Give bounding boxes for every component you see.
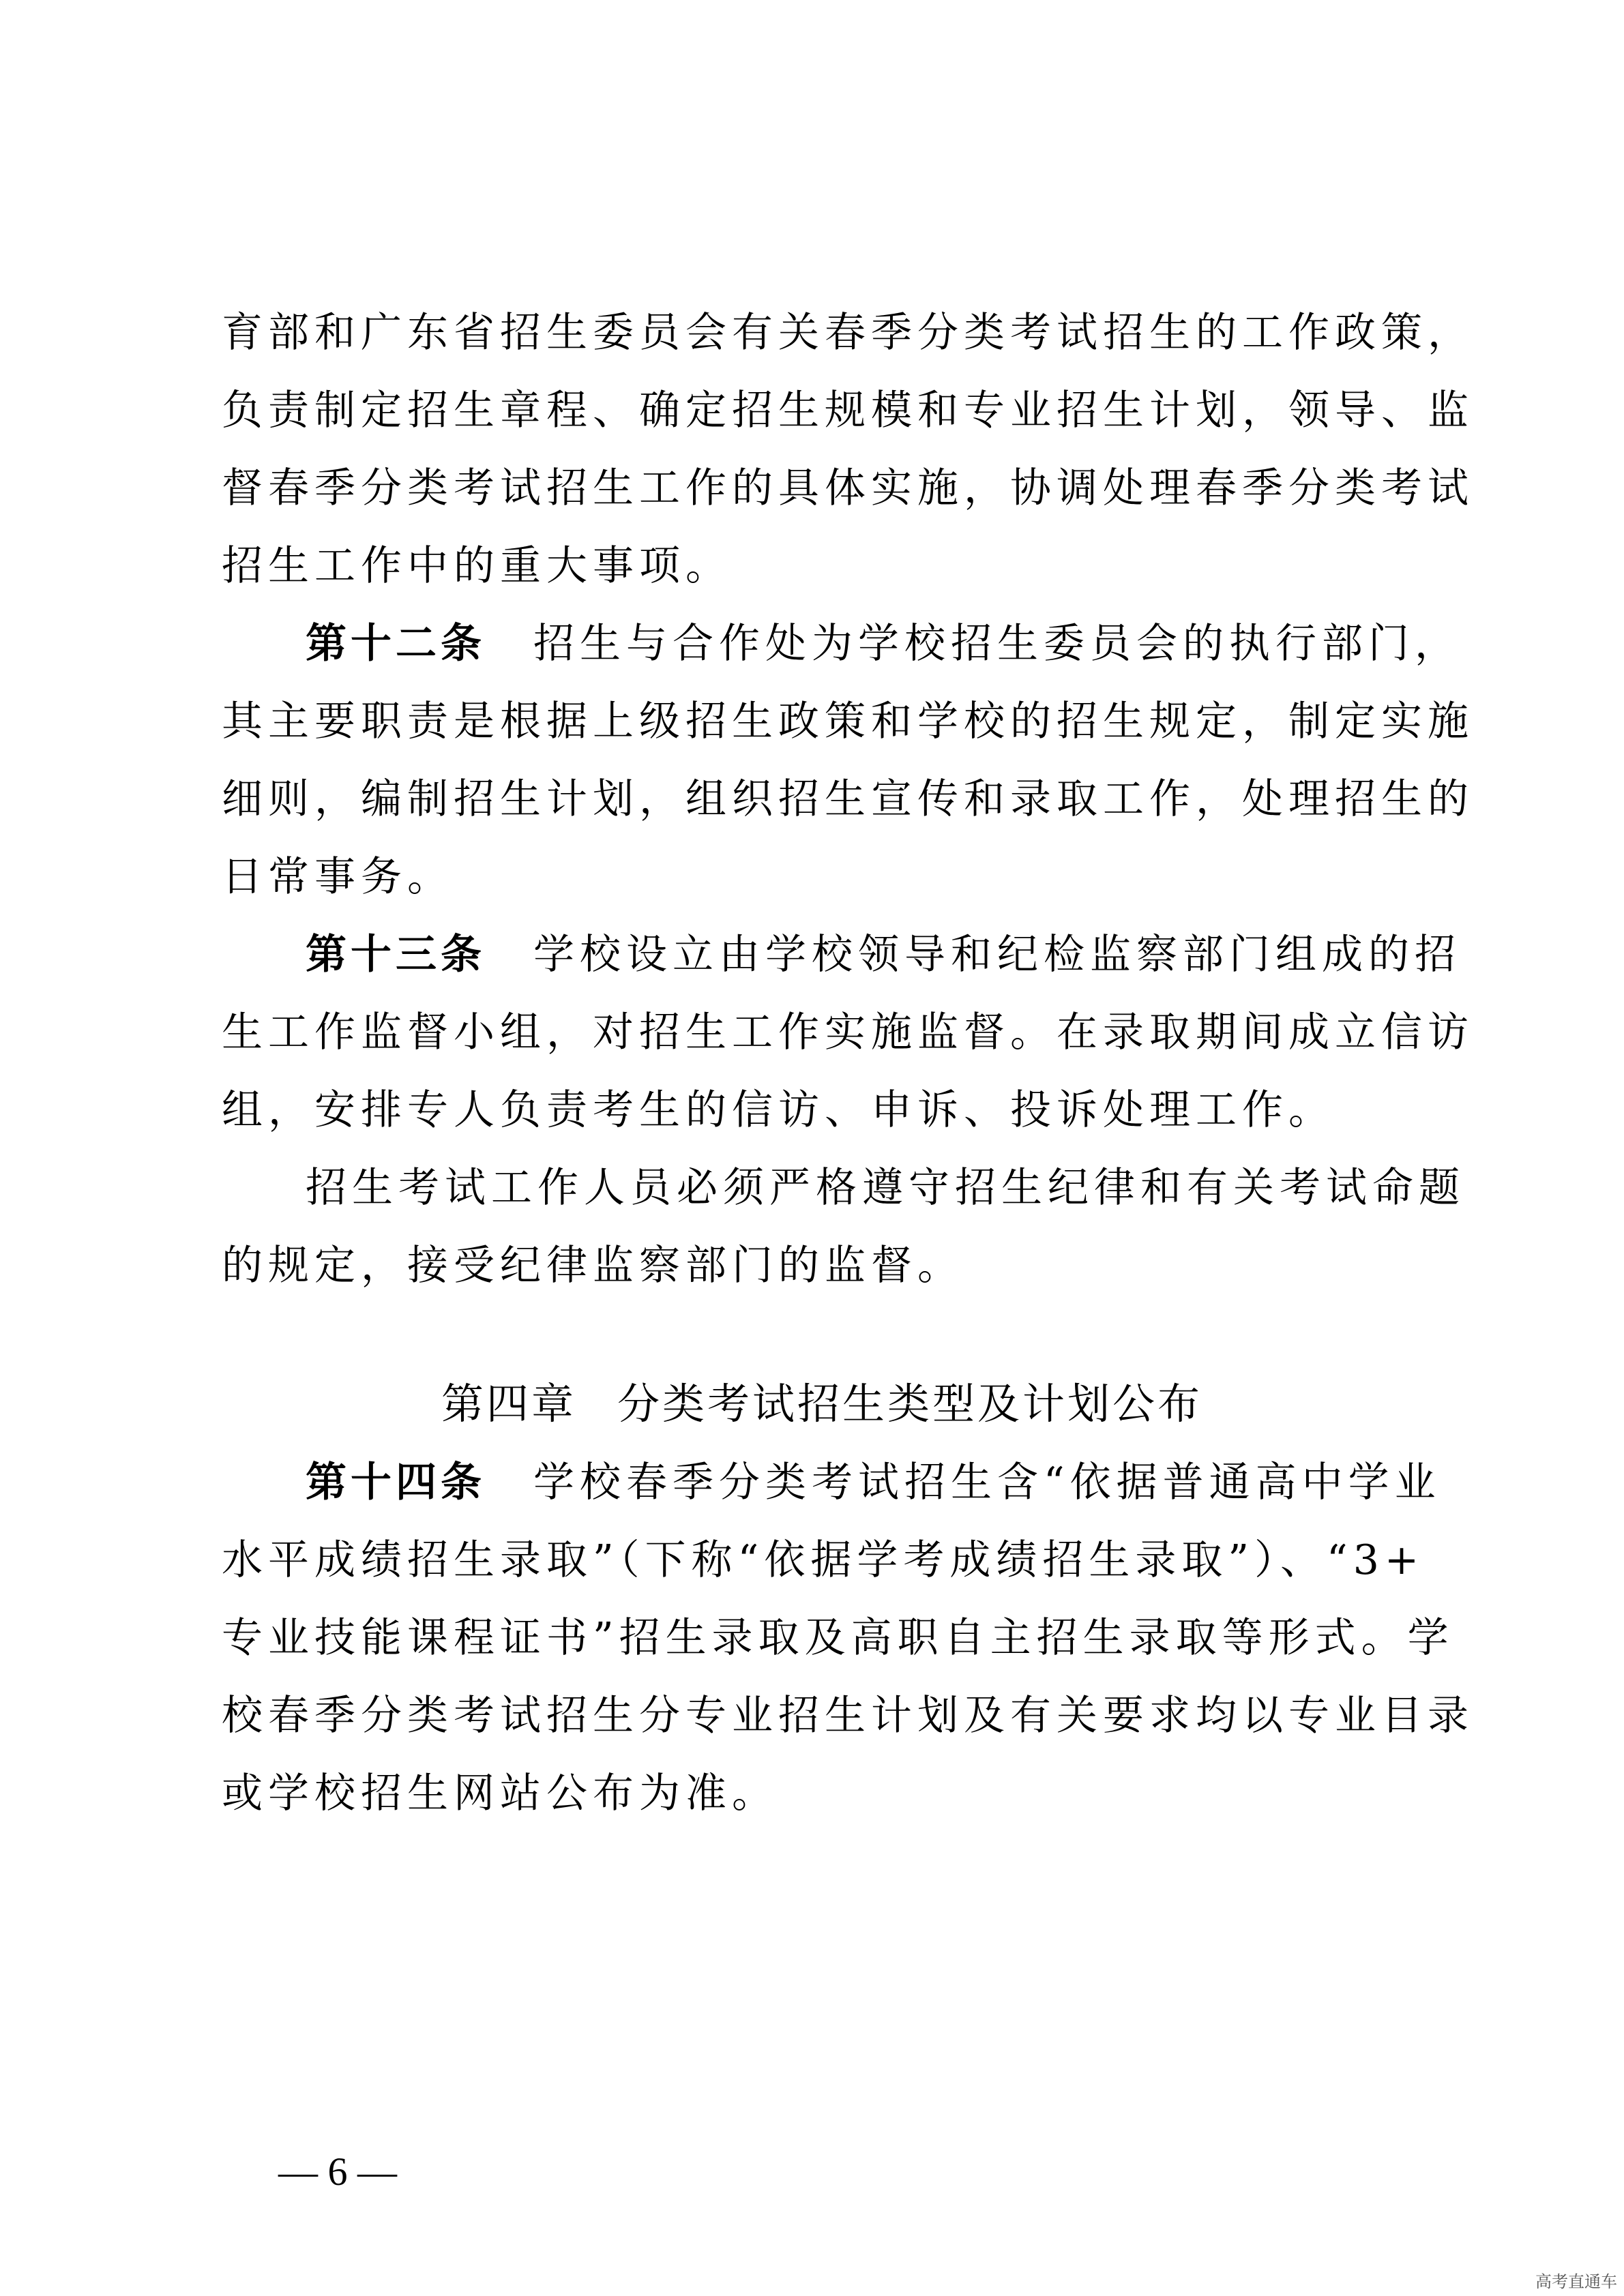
text-line: 专业技能课程证书”招生录取及高职自主招生录取等形式。学 [222,1614,1454,1662]
article-12-label: 第十二条 [306,620,486,668]
article-13-label: 第十三条 [306,931,486,979]
text-line: 或学校招生网站公布为准。 [222,1770,778,1817]
text-line: 生工作监督小组，对招生工作实施监督。在录取期间成立信访 [222,1009,1474,1056]
text-line: 负责制定招生章程、确定招生规模和专业招生计划，领导、监 [222,387,1474,434]
text-line: 水平成绩招生录取”（下称“依据学考成绩招生录取”）、“3+ [222,1536,1425,1584]
article-13-text: 学校设立由学校领导和纪检监察部门组成的招 [533,931,1461,979]
article-12-first-line [306,616,1461,671]
text-line: 育部和广东省招生委员会有关春季分类考试招生的工作政策， [222,309,1474,357]
watermark: 高考直通车 [1535,2272,1617,2291]
text-line: 日常事务。 [222,853,454,901]
page-number: — 6 — [278,2149,397,2194]
article-14-label: 第十四条 [306,1459,486,1506]
article-14-first-line [306,1455,1441,1510]
text-line: 招生考试工作人员必须严格遵守招生纪律和有关考试命题 [306,1164,1465,1212]
text-line: 的规定，接受纪律监察部门的监督。 [222,1242,964,1289]
text-line: 其主要职责是根据上级招生政策和学校的招生规定，制定实施 [222,698,1474,745]
text-line: 督春季分类考试招生工作的具体实施，协调处理春季分类考试 [222,464,1474,512]
chapter-title: 分类考试招生类型及计划公布 [617,1379,1203,1429]
text-line: 招生工作中的重大事项。 [222,542,732,590]
article-13-first-line [306,927,1461,982]
article-12-text: 招生与合作处为学校招生委员会的执行部门， [533,620,1461,668]
text-line: 校春季分类考试招生分专业招生计划及有关要求均以专业目录 [222,1692,1474,1740]
text-line: 组，安排专人负责考生的信访、申诉、投诉处理工作。 [222,1086,1335,1134]
text-line: 细则，编制招生计划，组织招生宣传和录取工作，处理招生的 [222,775,1474,823]
chapter-heading [222,1373,1422,1435]
article-14-text: 学校春季分类考试招生含“依据普通高中学业 [533,1459,1441,1506]
chapter-number: 第四章 [441,1379,576,1429]
